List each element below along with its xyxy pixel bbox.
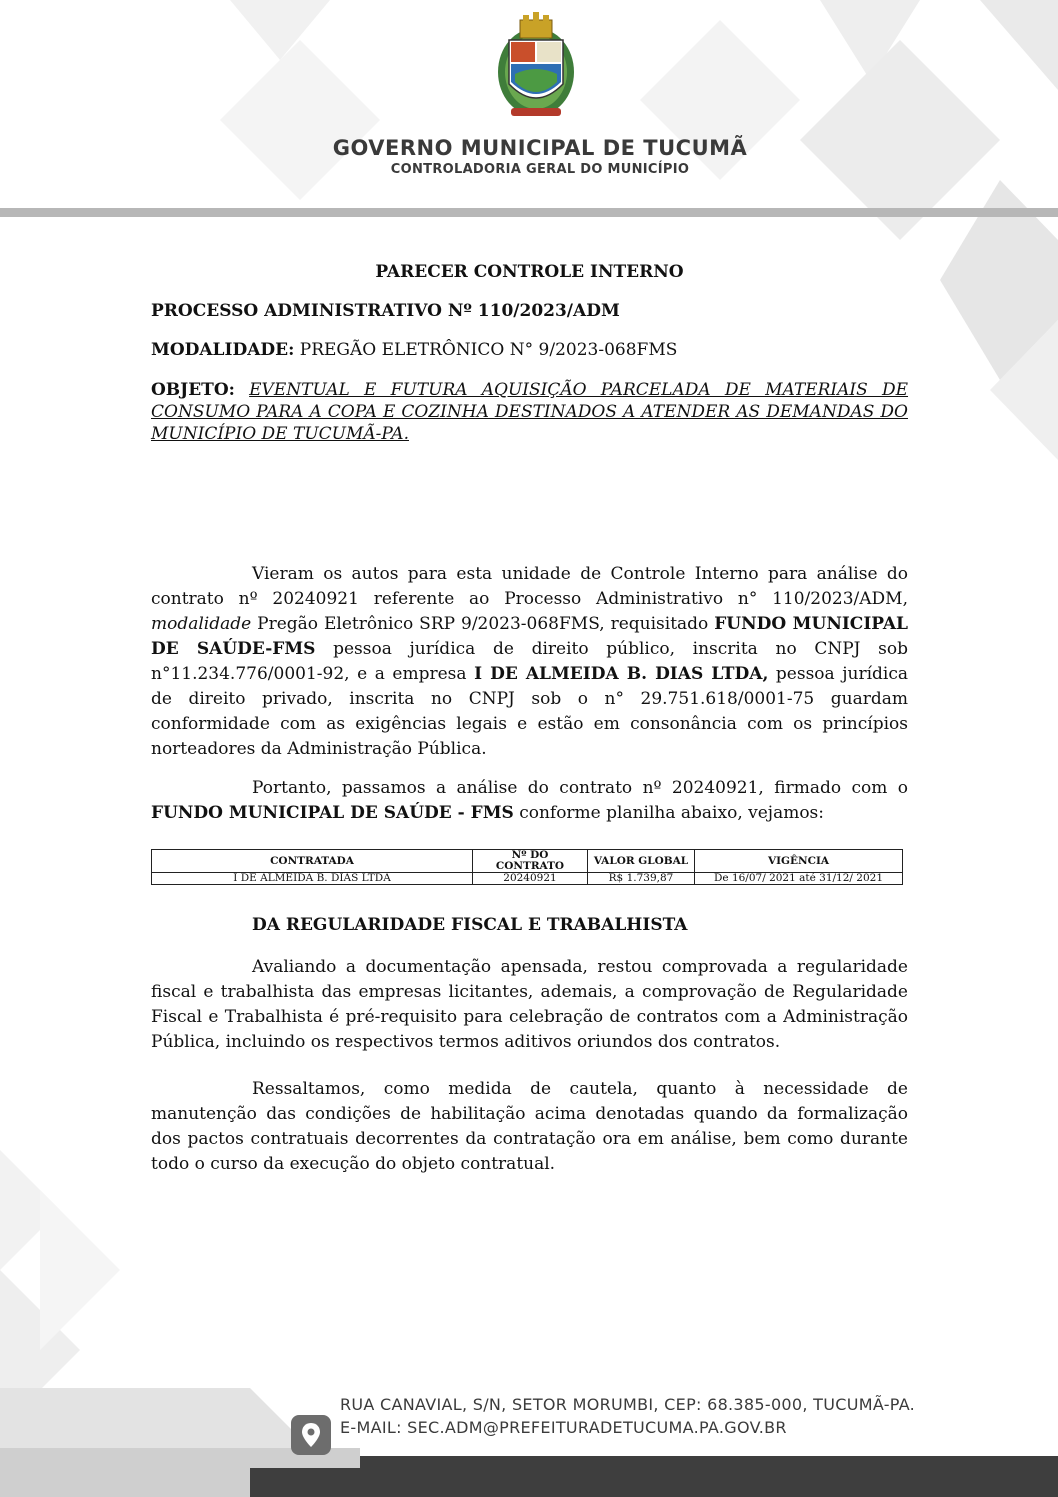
- p1-text-e: pessoa jurídica de direito público, inscrita no CNPJ sob n°11.234.776/0001-92, e a empresa: [151, 639, 908, 684]
- modalidade-label: MODALIDADE:: [151, 340, 295, 360]
- table-header-cell: CONTRATADA: [152, 850, 473, 873]
- objeto-label: OBJETO:: [151, 380, 235, 400]
- footer-contact: [340, 1393, 915, 1439]
- letterhead: [0, 0, 1058, 210]
- paragraph-regularidade: Avaliando a documentação apensada, restou comprovada a regularidade fiscal e trabalhista das empresas licitantes, ademais, a comprovação de Regularidade Fiscal e Trabalhista é pré-requisito para celebração de contratos com a Administração Pública, incluindo os respectivos termos aditivos oriundos dos contratos.: [151, 957, 908, 1052]
- objeto-value: EVENTUAL E FUTURA AQUISIÇÃO PARCELADA DE MATERIAIS DE CONSUMO PARA A COPA E COZINHA DESTINADOS A ATENDER AS DEMANDAS DO MUNICÍPIO DE TUCUMÃ-PA.: [151, 380, 909, 444]
- location-pin-icon: [291, 1415, 331, 1455]
- document-body: [151, 262, 908, 1177]
- table-row: [152, 873, 903, 885]
- table-cell: I DE ALMEIDA B. DIAS LTDA: [152, 873, 473, 885]
- table-header-row: [152, 850, 903, 873]
- section-title-regularidade: DA REGULARIDADE FISCAL E TRABALHISTA: [252, 915, 688, 935]
- table-cell: 20240921: [473, 873, 588, 885]
- footer-email: E-MAIL: SEC.ADM@PREFEITURADETUCUMA.PA.GOV.BR: [340, 1418, 787, 1437]
- p1-text-c: Pregão Eletrônico SRP 9/2023-068FMS, requisitado: [251, 614, 715, 634]
- header-divider: [0, 208, 1058, 217]
- footer-address: RUA CANAVIAL, S/N, SETOR MORUMBI, CEP: 68.385-000, TUCUMÃ-PA.: [340, 1395, 916, 1414]
- paragraph-portanto: [151, 776, 908, 826]
- paragraph-ressaltamos: Ressaltamos, como medida de cautela, quanto à necessidade de manutenção das condições de habilitação acima denotadas quando da formalização dos pactos contratuais decorrentes da contratação ora em análise, bem como durante todo o curso da execução do objeto contratual.: [151, 1079, 908, 1174]
- municipal-coat-of-arms-icon: [495, 12, 577, 120]
- contract-table: [151, 849, 903, 885]
- paragraph-intro: [151, 562, 908, 762]
- p1-text-d: FUNDO MUNICIPAL DE SAÚDE-FMS: [151, 614, 908, 659]
- p1-text-f: I DE ALMEIDA B. DIAS LTDA,: [474, 664, 769, 684]
- government-title: GOVERNO MUNICIPAL DE TUCUMÃ: [332, 136, 748, 160]
- table-cell: De 16/07/ 2021 até 31/12/ 2021: [695, 873, 903, 885]
- modalidade-value: PREGÃO ELETRÔNICO N° 9/2023-068FMS: [299, 340, 678, 360]
- table-header-cell: VIGÊNCIA: [695, 850, 903, 873]
- p1-text-g: pessoa jurídica de direito privado, inscrita no CNPJ sob o n° 29.751.618/0001-75 guardam conformidade com as exigências legais e estão em consonância com os princípios norteadores da Administração Pública.: [151, 664, 908, 759]
- p1-text-a: Vieram os autos para esta unidade de Controle Interno para análise do contrato nº 20240921 referente ao Processo Administrativo n° 110/2023/ADM,: [151, 564, 908, 609]
- p1-text-b: modalidade: [151, 614, 252, 634]
- document-title: PARECER CONTROLE INTERNO: [375, 262, 684, 282]
- controladoria-subtitle: CONTROLADORIA GERAL DO MUNICÍPIO: [390, 162, 690, 177]
- p2-text-c: conforme planilha abaixo, vejamos:: [513, 803, 825, 823]
- processo-line: PROCESSO ADMINISTRATIVO Nº 110/2023/ADM: [151, 301, 620, 321]
- table-header-cell: VALOR GLOBAL: [588, 850, 695, 873]
- objeto-line: [151, 379, 908, 445]
- table-cell: R$ 1.739,87: [588, 873, 695, 885]
- modalidade-line: [151, 340, 908, 360]
- p2-text-b: FUNDO MUNICIPAL DE SAÚDE - FMS: [151, 803, 514, 823]
- footer: [0, 1388, 1058, 1497]
- p2-text-a: Portanto, passamos a análise do contrato nº 20240921, firmado com o: [252, 778, 908, 798]
- table-header-cell: Nº DO CONTRATO: [473, 850, 588, 873]
